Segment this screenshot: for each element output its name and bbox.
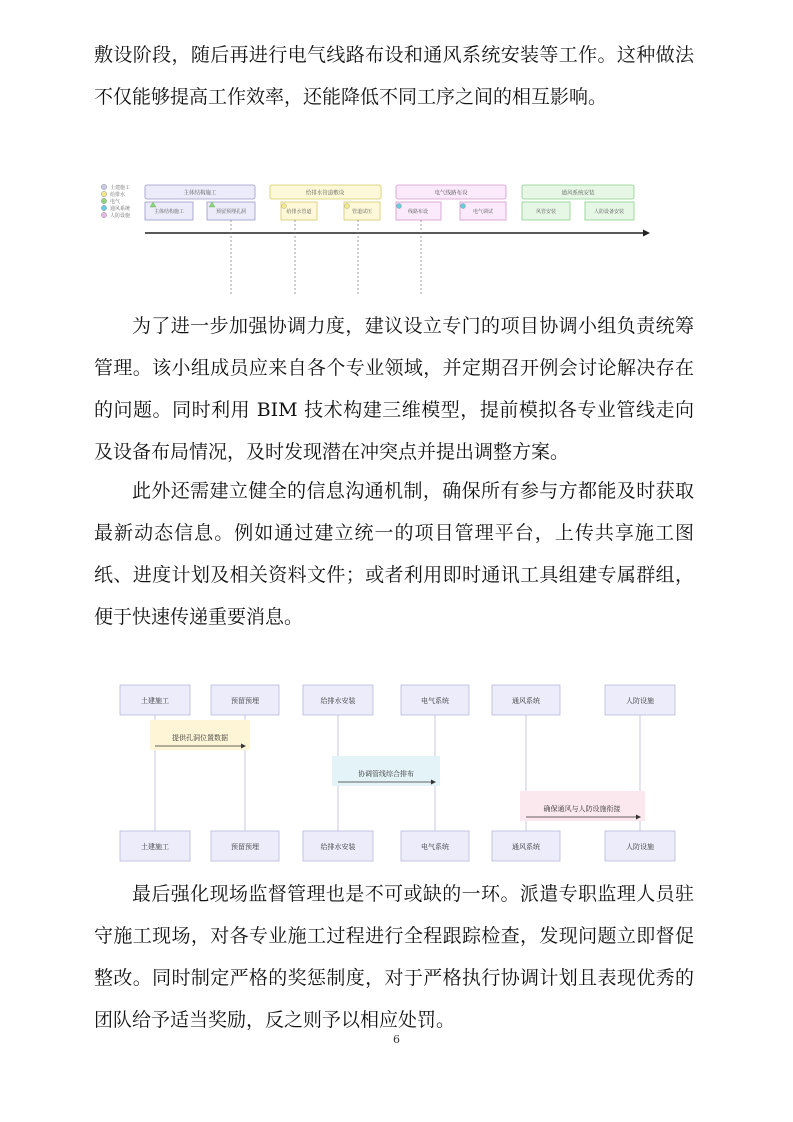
participant-label: 通风系统: [512, 843, 540, 851]
timeline-phase: [270, 185, 381, 220]
task-label: 预留预埋孔洞: [215, 209, 247, 215]
participant-label: 通风系统: [512, 697, 540, 705]
legend-marker: [101, 184, 106, 189]
task-label: 电气调试: [472, 209, 494, 215]
participant-label: 预留预埋: [231, 843, 259, 851]
coordination-sequence-diagram: [110, 680, 685, 865]
participants-bottom: [120, 831, 675, 861]
participant-label: 预留预埋: [231, 697, 259, 705]
legend-label: 通风系统: [110, 206, 131, 212]
participants-top: [120, 685, 675, 715]
participant-label: 给排水安装: [320, 843, 356, 851]
phase-title: 电气线路布设: [434, 190, 468, 197]
milestone-guides: [231, 220, 421, 294]
timeline-phase: [145, 185, 255, 220]
participant-label: 土建施工: [141, 697, 169, 705]
page-number: 6: [393, 1033, 400, 1046]
phase-title: 通风系统安装: [561, 190, 595, 197]
participant-label: 电气系统: [421, 843, 449, 851]
timeline-phase: [396, 185, 506, 220]
legend-label: 电气: [110, 199, 121, 205]
participant-label: 人防设施: [626, 843, 654, 851]
message-label: 提供孔洞位置数据: [172, 734, 228, 742]
construction-timeline-diagram: [98, 178, 658, 296]
milestone-marker: [282, 204, 287, 209]
participant-label: 给排水安装: [320, 697, 356, 705]
milestone-marker: [397, 204, 402, 209]
task-label: 给排水管道: [286, 209, 312, 215]
legend-label: 给排水: [110, 192, 126, 198]
legend-marker: [101, 212, 106, 217]
participant-label: 土建施工: [141, 843, 169, 851]
message-label: 确保通风与人防设施衔接: [543, 805, 621, 813]
task-label: 管道试压: [351, 209, 373, 215]
timeline-phase: [522, 185, 634, 220]
paragraph-3: 此外还需建立健全的信息沟通机制，确保所有参与方都能及时获取最新动态信息。例如通过建立统一的项目管理平台，上传共享施工图纸、进度计划及相关资料文件；或者利用即时通讯工具组建专属群组，便于快速传递重要消息。: [94, 480, 694, 628]
task-label: 主体结构施工: [153, 209, 185, 215]
time-axis-arrow: [643, 230, 650, 237]
paragraph-2: 为了进一步加强协调力度，建议设立专门的项目协调小组负责统筹管理。该小组成员应来自各个专业领域，并定期召开例会讨论解决存在的问题。同时利用 BIM 技术构建三维模型，提前模拟各专业管线走向及设备布局情况，及时发现潜在冲突点并提出调整方案。: [94, 315, 694, 463]
legend-marker: [101, 205, 106, 210]
legend-marker: [101, 198, 106, 203]
task-label: 人防设备安装: [593, 209, 625, 215]
legend-marker: [101, 191, 106, 196]
task-label: 线路布设: [407, 209, 429, 215]
phase-title: 主体结构施工: [183, 190, 217, 197]
participant-label: 电气系统: [421, 697, 449, 705]
milestone-marker: [345, 204, 350, 209]
paragraph-4: 最后强化现场监督管理也是不可或缺的一环。派遣专职监理人员驻守施工现场，对各专业施工过程进行全程跟踪检查，发现问题立即督促整改。同时制定严格的奖惩制度，对于严格执行协调计划且表现优秀的团队给予适当奖励，反之则予以相应处罚。: [94, 883, 694, 1031]
milestone-marker: [461, 204, 466, 209]
task-label: 风管安装: [535, 209, 557, 215]
message-label: 协调管线综合排布: [358, 770, 414, 778]
legend-label: 人防设施: [110, 213, 131, 219]
paragraph-1: 敷设阶段，随后再进行电气线路布设和通风系统安装等工作。这种做法不仅能够提高工作效率，还能降低不同工序之间的相互影响。: [94, 44, 694, 108]
timeline-legend: [101, 184, 130, 219]
legend-label: 土建施工: [110, 185, 131, 191]
phase-title: 给排水管道敷设: [305, 190, 345, 197]
participant-label: 人防设施: [626, 697, 654, 705]
